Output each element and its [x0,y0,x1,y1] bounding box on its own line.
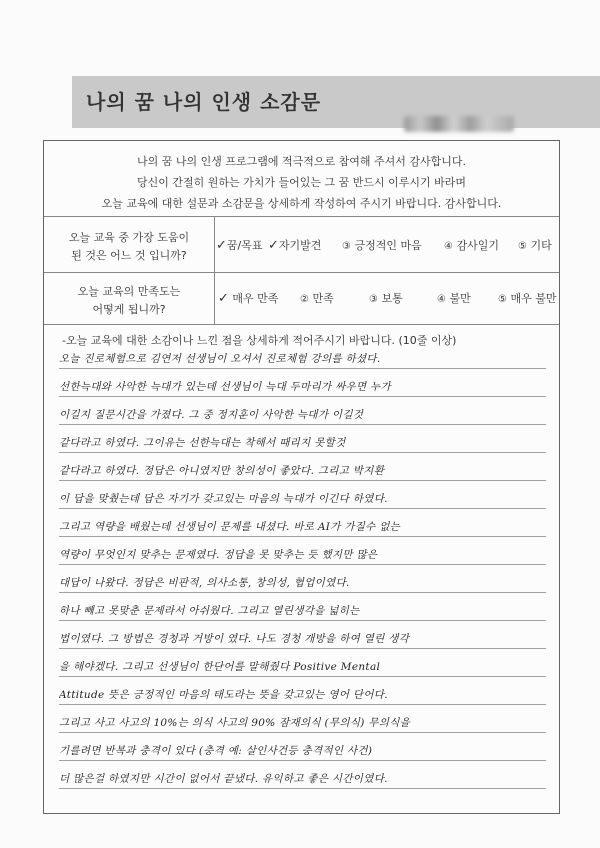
handwritten-line: 그리고 사고 사고의 10%는 의식 사고의 90% 잠재의식 (무의식) 무의식을 [59,717,411,729]
handwritten-line: 오늘 진로체험으로 김연저 선생님이 오셔서 진로체험 강의를 하셨다. [59,353,381,365]
handwritten-line: 같다라고 하였다. 정답은 아니였지만 창의성이 좋았다. 그리고 박지환 [59,465,385,477]
question-1-row [44,216,559,273]
option-label: 꿈/목표 [226,239,263,252]
question-1 [44,216,215,272]
option-number: ④ [437,294,446,305]
ruled-line [59,620,546,621]
option-label: 만족 [312,292,334,305]
ruled-line [59,648,546,649]
option-dream-goal[interactable] [216,237,263,253]
intro-line: 당신이 간절히 원하는 가치가 들어있는 그 꿈 반드시 이루시기 바라며 [137,176,466,189]
option-other[interactable] [518,237,552,253]
handwritten-line: 그리고 역량을 배웠는데 선생님이 문제를 내셨다. 바로 AI가 가질수 없는 [59,521,401,533]
ruled-line [59,536,546,537]
question-2 [44,272,215,324]
ruled-line [59,704,546,705]
comments-prompt: -오늘 교육에 대한 소감이나 느낀 점을 상세하게 적어주시기 바랍니다. (10줄 이상) [62,334,457,347]
ruled-line [59,396,546,397]
option-positive-mind[interactable] [342,237,422,253]
option-gratitude-journal[interactable] [444,237,499,253]
redacted-name [404,116,514,132]
check-mark-icon: ✓ [268,238,279,253]
ruled-line [59,368,546,369]
question-text: 오늘 교육의 만족도는 [77,285,181,298]
ruled-line [59,676,546,677]
handwritten-line: 기를려면 반복과 충격이 있다 (충격 예: 살인사건등 충격적인 사건) [59,745,373,757]
option-label: 매우 불만 [510,292,557,305]
option-label: 보통 [381,292,403,305]
handwritten-line: 역량이 무엇인지 맞추는 문제였다. 정답을 못 맞추는 듯 했지만 많은 [59,549,378,561]
page-title: 나의 꿈 나의 인생 소감문 [86,90,322,114]
handwritten-line: 같다라고 하였다. 그이유는 선한늑대는 착해서 때리지 못할것 [59,437,346,449]
option-label: 감사일기 [456,239,499,252]
ruled-line [59,592,546,593]
handwritten-line: 을 해야겠다. 그리고 선생님이 한단어를 말해줬다 Positive Mental [59,661,381,673]
question-text: 된 것은 어느 것 입니까? [71,249,187,262]
question-2-row [44,272,559,325]
ruled-line [59,760,546,761]
option-number: ③ [369,294,378,305]
check-mark-icon: ✓ [216,238,227,253]
handwritten-line: 이 답을 맞췄는데 답은 자기가 갖고있는 마음의 늑대가 이긴다 하였다. [59,493,388,505]
ruled-line [59,788,546,789]
option-label: 매우 만족 [232,292,279,305]
intro-line: 오늘 교육에 대한 설문과 소감문을 상세하게 작성하여 주시기 바랍니다. 감사합니다. [101,197,502,210]
option-label: 기타 [530,239,552,252]
option-self-discovery[interactable] [268,237,321,253]
question-text: 오늘 교육 중 가장 도움이 [68,231,190,244]
option-number: ② [300,294,309,305]
intro-line: 나의 꿈 나의 인생 프로그램에 적극적으로 참여해 주셔서 감사합니다. [137,155,466,168]
intro-section [44,141,559,217]
option-label: 불만 [449,292,471,305]
option-number: ③ [342,241,351,252]
handwritten-line: 법이였다. 그 방법은 경청과 거방이 였다. 나도 경청 개방을 하여 열린 생각 [59,633,410,645]
ruled-line [59,508,546,509]
handwritten-line: Attitude 뜻은 긍정적인 마음의 태도라는 뜻을 갖고있는 영어 단어다. [59,689,388,701]
ruled-line [59,564,546,565]
ruled-line [59,732,546,733]
handwritten-line: 하나 빼고 못맞춘 문제라서 아쉬웠다. 그리고 열린생각을 넓히는 [59,605,360,617]
handwritten-line: 대답이 나왔다. 정답은 비판적, 의사소통, 창의성, 협업이였다. [59,577,350,589]
option-number: ⑤ [518,241,527,252]
option-neutral[interactable] [369,290,403,306]
option-label: 자기발견 [278,239,322,252]
handwritten-line: 이길지 질문시간을 가졌다. 그 중 정지훈이 사악한 늑대가 이길것 [59,409,364,421]
check-mark-icon: ✓ [218,291,229,306]
handwritten-line: 선한늑대와 사악한 늑대가 있는데 선생님이 늑대 두마리가 싸우면 누가 [59,381,391,393]
option-very-dissatisfied[interactable] [498,290,556,306]
ruled-line [59,480,546,481]
option-label: 긍정적인 마음 [354,239,422,252]
option-number: ④ [444,241,453,252]
option-dissatisfied[interactable] [437,290,471,306]
ruled-line [59,452,546,453]
question-text: 어떻게 됩니까? [92,303,166,316]
option-very-satisfied[interactable] [218,290,278,306]
option-number: ⑤ [498,294,507,305]
handwritten-line: 더 많은걸 하였지만 시간이 없어서 끝냈다. 유익하고 좋은 시간이였다. [59,773,388,785]
ruled-line [59,424,546,425]
survey-form [43,140,560,814]
option-satisfied[interactable] [300,290,334,306]
